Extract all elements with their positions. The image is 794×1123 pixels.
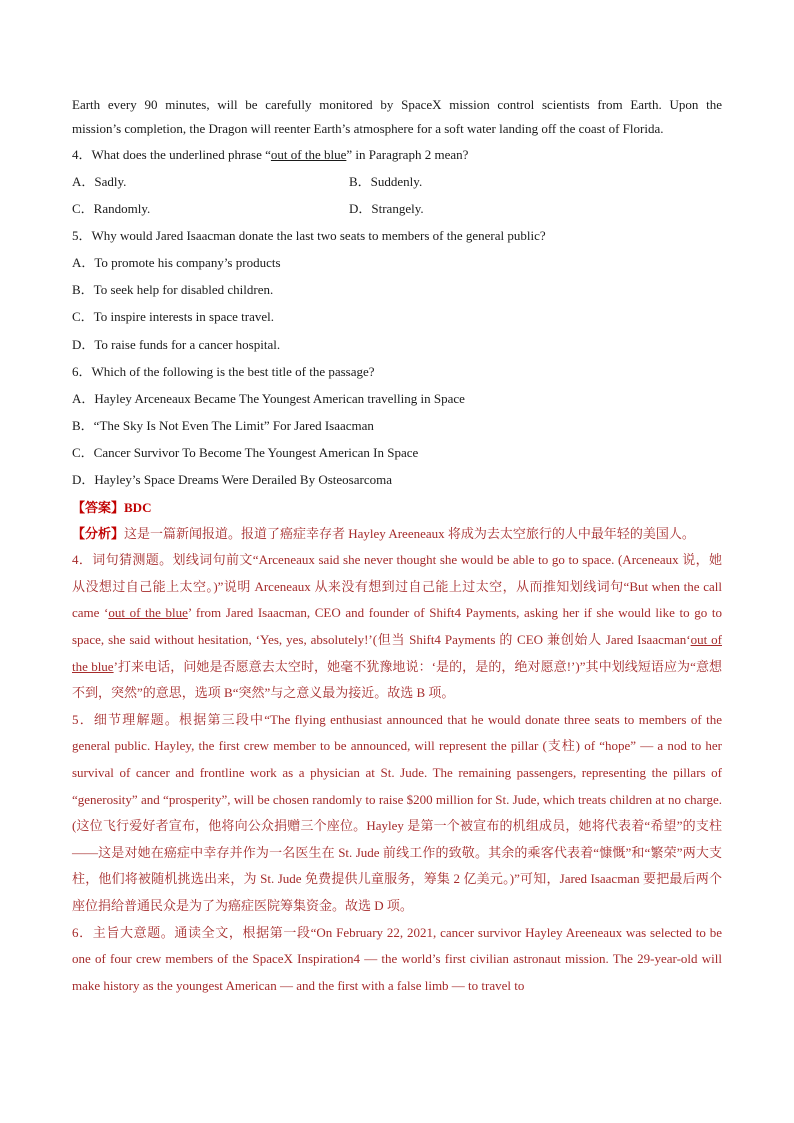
q6-option-d: D．Hayley’s Space Dreams Were Derailed By Osteosarcoma	[72, 472, 392, 488]
q5-option-b: B．To seek help for disabled children.	[72, 282, 274, 298]
question-4-stem	[72, 141, 722, 168]
q4-stem-pre: 4．What does the underlined phrase “	[72, 147, 271, 162]
q4-underlined-phrase: out of the blue	[270, 147, 347, 162]
analysis-q4-underline-2: out of the blue	[72, 632, 722, 674]
q6-option-b: B．“The Sky Is Not Even The Limit” For Jared Isaacman	[72, 418, 374, 434]
question-4-options-row-2	[72, 195, 722, 222]
analysis-q4-part-c: ’打来电话，问她是否愿意去太空时，她毫不犹豫地说：‘是的，是的，绝对愿意!’)”其中划线短语应为“意想不到，突然”的意思，选项 B“突然”与之意义最为接近。故选 B 项。	[72, 658, 723, 701]
passage-line-2: mission’s completion, the Dragon will reenter Earth’s atmosphere for a soft water landing off the coast of Florida.	[72, 121, 664, 136]
analysis-q4-part-b: ’ from Jared Isaacman, CEO and founder of Shift4 Payments, asking her if she would like to go to space, she said without hesitation, ‘Yes, yes, absolutely!’(但当 Shift4 Payments 的 CEO 兼创始人 Jared Isaacman‘	[72, 605, 722, 647]
q5-option-d: D．To raise funds for a cancer hospital.	[72, 336, 281, 352]
question-5-stem: 5．Why would Jared Isaacman donate the last two seats to members of the general public?	[72, 228, 546, 243]
q6-option-a: A．Hayley Arceneaux Became The Youngest American travelling in Space	[72, 390, 465, 406]
analysis-section	[72, 521, 722, 1000]
q4-option-d: D．Strangely.	[349, 201, 424, 216]
q4-option-c: C．Randomly.	[72, 201, 151, 216]
analysis-q5: 5．细节理解题。根据第三段中“The flying enthusiast announced that he would donate three seats to members of the general public. Hayley, the first crew member to be announced, will represent the pillar (支柱) of “hope” — a nod to her survival of cancer and frontline work as a physician at St. Jude. The remaining passengers, representing the pillars of “generosity” and “prosperity”, will be chosen randomly to raise $200 million for St. Jude, which treats children at no charge. (这位飞行爱好者宣布，他将向公众捐赠三个座位。Hayley 是第一个被宣布的机组成员，她将代表着“希望”的支柱——这是对她在癌症中幸存并作为一名医生在 St. Jude 前线工作的致敬。其余的乘客代表着“慷慨”和“繁荣”两大支柱，他们将被随机挑选出来，为 St. Jude 免费提供儿童服务，筹集 2 亿美元。)”可知，Jared Isaacman 要把最后两个座位捐给普通民众是为了为癌症医院筹集资金。故选 D 项。	[72, 711, 722, 913]
q4-stem-post: ” in Paragraph 2 mean?	[346, 147, 469, 162]
analysis-intro-text: 这是一篇新闻报道。报道了癌症幸存者 Hayley Areeneaux 将成为去太空旅行的人中最年轻的美国人。	[124, 525, 695, 541]
page-content	[72, 93, 722, 999]
analysis-q4-underline-1: out of the blue	[108, 605, 188, 621]
analysis-q4-part-a: 4．词句猜测题。划线词句前文“Arceneaux said she never thought she would be able to go to space. (Arceneaux 说，她从没想过自己能上太空。)”说明 Arceneaux 从来没有想到过自己能上过太空，从而推知划线词句“But when the call came ‘	[72, 552, 722, 621]
analysis-q4	[72, 547, 722, 707]
analysis-intro	[72, 521, 722, 548]
question-4-options-row-1	[72, 168, 722, 195]
q5-option-c: C．To inspire interests in space travel.	[72, 309, 274, 325]
answer-value: BDC	[124, 499, 152, 515]
answer-label: 【答案】	[72, 499, 125, 515]
question-6-stem: 6．Which of the following is the best title of the passage?	[72, 363, 375, 379]
answer-line	[72, 494, 722, 521]
passage-line-1: Earth every 90 minutes, will be carefully monitored by SpaceX mission control scientists from Earth. Upon the	[72, 97, 722, 112]
q4-option-a: A．Sadly.	[72, 174, 127, 189]
analysis-q6: 6．主旨大意题。通读全文，根据第一段“On February 22, 2021, cancer survivor Hayley Areeneaux was selected to be one of four crew members of the SpaceX Inspiration4 — the world’s first civilian astronaut mission. The 29-year-old will make history as the youngest American — and the first with a false limb — to travel to	[72, 924, 722, 993]
analysis-label: 【分析】	[72, 525, 125, 541]
q4-option-b: B．Suddenly.	[349, 174, 423, 189]
q6-option-c: C．Cancer Survivor To Become The Youngest American In Space	[72, 445, 419, 461]
q5-option-a: A．To promote his company’s products	[72, 255, 281, 270]
